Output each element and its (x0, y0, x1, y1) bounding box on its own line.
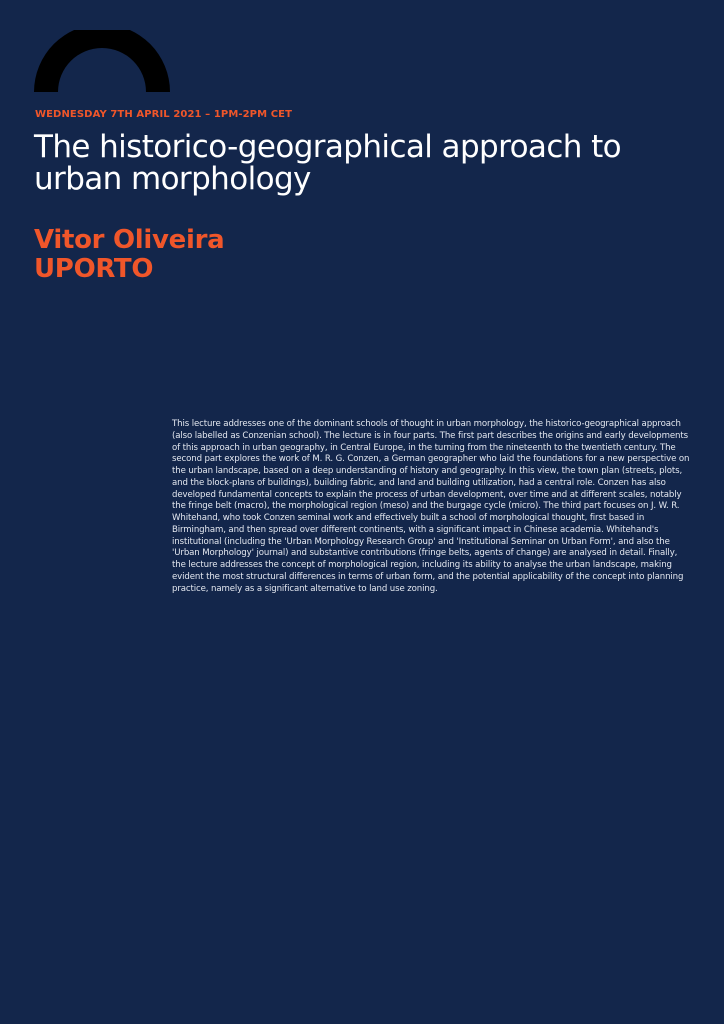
speaker-block (34, 226, 224, 284)
speaker-affiliation: UPORTO (34, 254, 154, 284)
half-ring-arch-icon (34, 30, 170, 92)
lecture-title: The historico-geographical approach to urban morphology (34, 129, 621, 197)
event-date-time: WEDNESDAY 7TH APRIL 2021 – 1PM-2PM CET (35, 109, 293, 120)
speaker-name: Vitor Oliveira (34, 225, 225, 255)
lecture-abstract: This lecture addresses one of the dominant schools of thought in urban morphology, the historico-geographical approach (also labelled as Conzenian school). The lecture is in four parts. The first part describes the origins and early developments of this approach in urban geography, in Central Europe, in the turning from the nineteenth to the twentieth century. The second part explores the work of M. R. G. Conzen, a German geographer who laid the foundations for a new perspective on the urban landscape, based on a deep understanding of history and geography. In this view, the town plan (streets, plots, and the block-plans of buildings), building fabric, and land and building utilization, had a central role. Conzen has also developed fundamental concepts to explain the process of urban development, over time and at different scales, notably the fringe belt (macro), the morphological region (meso) and the burgage cycle (micro). The third part focuses on J. W. R. Whitehand, who took Conzen seminal work and effectively built a school of morphological thought, first based in Birmingham, and then spread over different continents, with a significant impact in Chinese academia. Whitehand's institutional (including the 'Urban Morphology Research Group' and 'Institutional Seminar on Urban Form', and also the 'Urban Morphology' journal) and substantive contributions (fringe belts, agents of change) are analysed in detail. Finally, the lecture addresses the concept of morphological region, including its ability to analyse the urban landscape, making evident the most structural differences in terms of urban form, and the potential applicability of the concept into planning practice, namely as a significant alternative to land use zoning. (172, 419, 690, 594)
